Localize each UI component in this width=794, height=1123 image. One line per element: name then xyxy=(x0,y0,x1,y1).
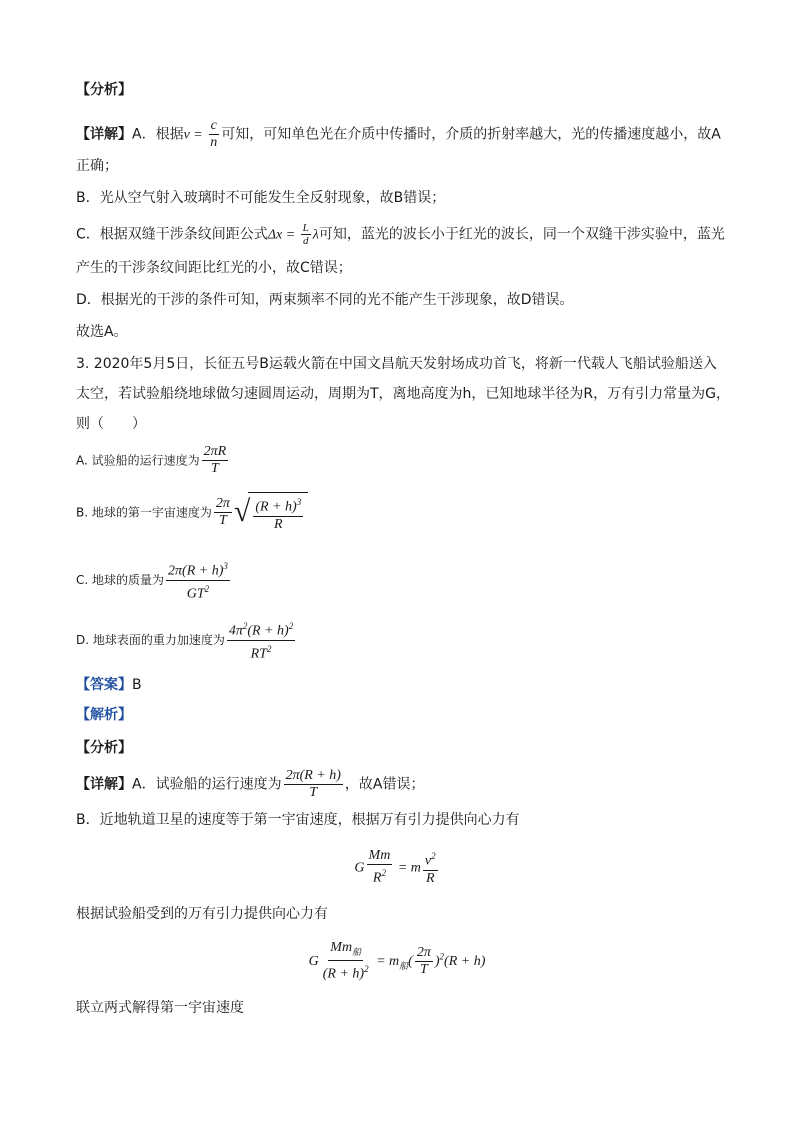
ship-subscript: 船 xyxy=(352,946,362,957)
option-a-formula: $\frac{2\pi R}{T}$ xyxy=(203,444,227,476)
analysis-heading: 【分析】 xyxy=(76,82,132,98)
detail-a-cont: 正确； xyxy=(76,158,118,174)
detail-c-prefix: C．根据双缝干涉条纹间距公式 xyxy=(76,226,268,243)
choose-line: 故选A。 xyxy=(76,324,128,340)
detail-d-line: D．根据光的干涉的条件可知，两束频率不同的光不能产生干涉现象，故D错误。 xyxy=(76,292,574,308)
analysis-heading-2: 【分析】 xyxy=(76,740,132,756)
equation-2: G $\frac{Mm_船}{(R + h)^2}$ = $m_船$( $\frac{2\pi}{T}$ )$^2$(R + h) xyxy=(308,940,486,982)
detail-a-suffix: 可知，可知单色光在介质中传播时，介质的折射率越大，光的传播速度越小，故A xyxy=(221,126,721,143)
formula-l-over-d: $\frac{L}{d}$ xyxy=(302,222,309,247)
answer-line xyxy=(76,675,142,695)
option-b-formula-frac: $\frac{2\pi}{T}$ xyxy=(215,495,230,528)
option-b-text: B. 地球的第一宇宙速度为 xyxy=(76,505,212,520)
detail-heading: 【详解】 xyxy=(76,126,132,143)
detail-a-prefix: A．根据 xyxy=(132,126,184,143)
explain-heading: 【解析】 xyxy=(76,707,132,723)
answer-value: B xyxy=(132,677,142,693)
formula-delta-x: Δx = xyxy=(267,227,299,243)
option-a xyxy=(76,444,230,477)
option-c xyxy=(76,558,232,602)
detail-a-line xyxy=(76,118,721,151)
question-3-line-2: 太空，若试验船绕地球做匀速圆周运动，周期为T，离地高度为h，已知地球半径为R，万有引力常量为G， xyxy=(76,386,730,402)
detail-c-cont: 产生的干涉条纹间距比红光的小，故C错误； xyxy=(76,260,352,276)
ship-subscript-2: 船 xyxy=(399,961,409,972)
solution-mid-line: 根据试验船受到的万有引力提供向心力有 xyxy=(76,906,328,922)
option-c-text: C. 地球的质量为 xyxy=(76,573,165,588)
answer-heading: 【答案】 xyxy=(76,677,132,693)
question-3-line-1: 3. 2020年5月5日，长征五号B运载火箭在中国文昌航天发射场成功首飞，将新一代载人飞船试验船送入 xyxy=(76,356,717,372)
option-b-sqrt: √ $\frac{(R + h)^3}{R}$ xyxy=(234,492,308,533)
detail-c-line: C．根据双缝干涉条纹间距公式Δx = $\frac{L}{d}$ λ可知，蓝光的波长小于红光的波长，同一个双缝干涉实验中，蓝光 xyxy=(76,222,725,247)
solution-a-line xyxy=(76,768,425,801)
formula-c-over-n: $\frac{c}{n}$ xyxy=(210,118,218,150)
solution-a-prefix: A．试验船的运行速度为 xyxy=(132,776,282,793)
option-d xyxy=(76,618,297,662)
equation-1: G $\frac{Mm}{R^2}$ = m $\frac{v^2}{R}$ xyxy=(354,848,436,886)
solution-b-line: B．近地轨道卫星的速度等于第一宇宙速度，根据万有引力提供向心力有 xyxy=(76,812,520,828)
solution-last-line: 联立两式解得第一宇宙速度 xyxy=(76,1000,244,1016)
solution-a-suffix: ，故A错误； xyxy=(344,776,425,793)
option-b xyxy=(76,492,308,533)
question-3-line-3: 则（ ） xyxy=(76,416,146,432)
formula-v-equals: v = xyxy=(183,127,207,143)
option-a-text: A. 试验船的运行速度为 xyxy=(76,453,200,468)
detail-c-suffix: 可知，蓝光的波长小于红光的波长，同一个双缝干涉实验中，蓝光 xyxy=(318,226,725,243)
option-d-text: D. 地球表面的重力加速度为 xyxy=(76,633,225,648)
option-c-formula: $\frac{2\pi(R + h)^3}{GT^2}$ xyxy=(166,558,230,602)
option-d-formula: $\frac{4\pi^2(R + h)^2}{RT^2}$ xyxy=(227,618,295,662)
detail-b-line: B．光从空气射入玻璃时不可能发生全反射现象，故B错误； xyxy=(76,190,446,206)
detail-heading-2: 【详解】 xyxy=(76,776,132,793)
solution-a-formula: $\frac{2\pi(R + h)}{T}$ xyxy=(285,768,341,800)
